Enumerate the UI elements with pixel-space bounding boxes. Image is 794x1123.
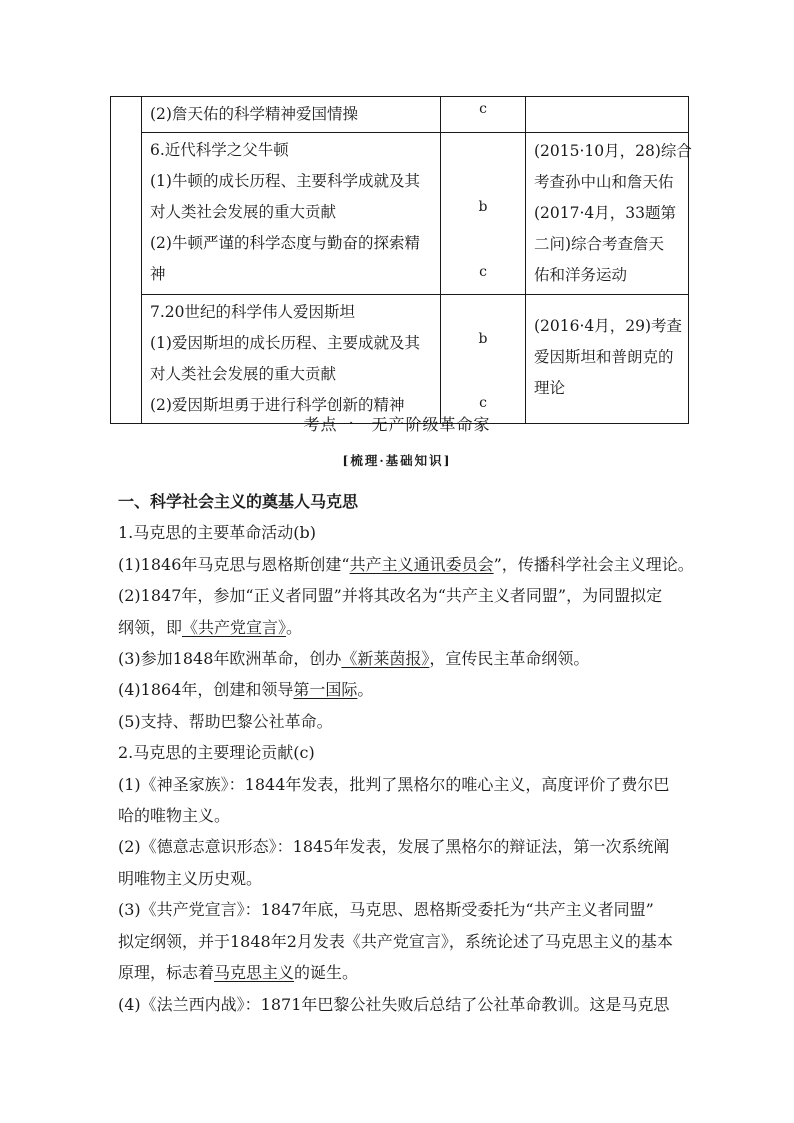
level-value: b: [478, 331, 488, 347]
table-cell-content: [142, 133, 441, 295]
text: 的诞生。: [294, 963, 359, 983]
content-line: (2)爱因斯坦勇于进行科学创新的精神: [150, 396, 405, 414]
note-line: (2017·4月，33题第: [534, 204, 677, 222]
text: (3)参加1848年欧洲革命，创办: [118, 649, 342, 669]
content-line: 神: [150, 265, 166, 283]
text: 原理，标志着: [118, 963, 215, 983]
content-line: (1)爱因斯坦的成长历程、主要成就及其: [150, 334, 420, 352]
content-line: (1)牛顿的成长历程、主要科学成就及其: [150, 172, 420, 190]
paragraph: [118, 612, 684, 643]
main-content: [118, 486, 694, 1020]
text: (4)1864年，创建和领导: [118, 680, 294, 700]
content-line: 对人类社会发展的重大贡献: [150, 203, 337, 221]
section-title: 考点一 无产阶级革命家: [303, 415, 491, 434]
note-line: 考查孙中山和詹天佑: [534, 173, 674, 191]
content-line: 6.近代科学之父牛顿: [150, 141, 289, 159]
underlined-term: 第一国际: [293, 680, 358, 700]
paragraph: (4)《法兰西内战》：1871年巴黎公社失败后总结了公社革命教训。这是马克思: [118, 994, 670, 1014]
note-line: (2016·4月，29)考查: [534, 317, 683, 335]
paragraph: [118, 643, 684, 674]
paragraph: (2)《德意志意识形态》：1845年发表，发展了黑格尔的辩证法，第一次系统阐: [118, 837, 670, 857]
table-cell-note: [526, 133, 692, 295]
heading-level2: 2.马克思的主要理论贡献(c): [118, 743, 315, 763]
text: 。: [286, 617, 303, 637]
paragraph: (5)支持、帮助巴黎公社革命。: [118, 711, 333, 731]
paragraph: [118, 549, 694, 580]
paragraph: 拟定纲领，并于1848年2月发表《共产党宣言》，系统论述了马克思主义的基本: [118, 931, 673, 951]
text: 纲领，即: [118, 617, 183, 637]
requirements-table: [110, 96, 692, 424]
heading-level1: 一、科学社会主义的奠基人马克思: [118, 492, 359, 511]
underlined-term: 共产主义通讯委员会: [349, 554, 494, 574]
table-cell-module: [111, 97, 142, 424]
content-line: 7.20世纪的科学伟人爱因斯坦: [150, 303, 356, 321]
note-line: 佑和洋务运动: [534, 266, 628, 284]
text: (1)1846年马克思与恩格斯创建“: [118, 554, 350, 574]
table-cell-level: [441, 133, 526, 295]
paragraph: (3)《共产党宣言》：1847年底，马克思、恩格斯受委托为“共产主义者同盟”: [118, 900, 654, 920]
section-subtitle: [梳理·基础知识]: [342, 453, 452, 468]
table-row: [111, 133, 689, 295]
underlined-term: 《新莱茵报》: [341, 649, 430, 669]
content-line: (2)詹天佑的科学精神爱国情操: [150, 105, 358, 123]
level-value: b: [478, 199, 488, 215]
level-value: c: [479, 101, 487, 117]
note-line: 理论: [534, 379, 566, 397]
text: ”，传播科学社会主义理论。: [493, 554, 694, 574]
paragraph: (1)《神圣家族》：1844年发表，批判了黑格尔的唯心主义，高度评价了费尔巴: [118, 774, 670, 794]
level-value: c: [479, 395, 487, 411]
table-row: [111, 97, 689, 133]
paragraph: 明唯物主义历史观。: [118, 868, 263, 888]
table-cell-content: [142, 97, 441, 133]
underlined-term: 马克思主义: [214, 963, 295, 983]
table-cell-content: [142, 295, 441, 424]
paragraph: 哈的唯物主义。: [118, 806, 231, 826]
heading-level2: 1.马克思的主要革命活动(b): [118, 523, 316, 543]
note-line: 爱因斯坦和普朗克的: [534, 348, 674, 366]
table-cell-level: [441, 97, 526, 133]
paragraph: [118, 674, 684, 705]
paragraph: [118, 957, 684, 988]
level-value: c: [479, 264, 487, 280]
paragraph: (2)1847年，参加“正义者同盟”并将其改名为“共产主义者同盟”，为同盟拟定: [118, 586, 663, 606]
content-line: (2)牛顿严谨的科学态度与勤奋的探索精: [150, 234, 420, 252]
table-cell-note: [526, 295, 689, 424]
content-line: 对人类社会发展的重大贡献: [150, 365, 337, 383]
table-cell-note: [526, 97, 689, 133]
table-row: [111, 295, 689, 424]
note-line: (2015·10月，28)综合: [534, 142, 692, 160]
text: ，宣传民主革命纲领。: [429, 649, 590, 669]
underlined-term: 《共产党宣言》: [182, 617, 287, 637]
text: 。: [357, 680, 374, 700]
table-cell-level: [441, 295, 526, 424]
note-line: 二问)综合考查詹天: [534, 235, 665, 253]
